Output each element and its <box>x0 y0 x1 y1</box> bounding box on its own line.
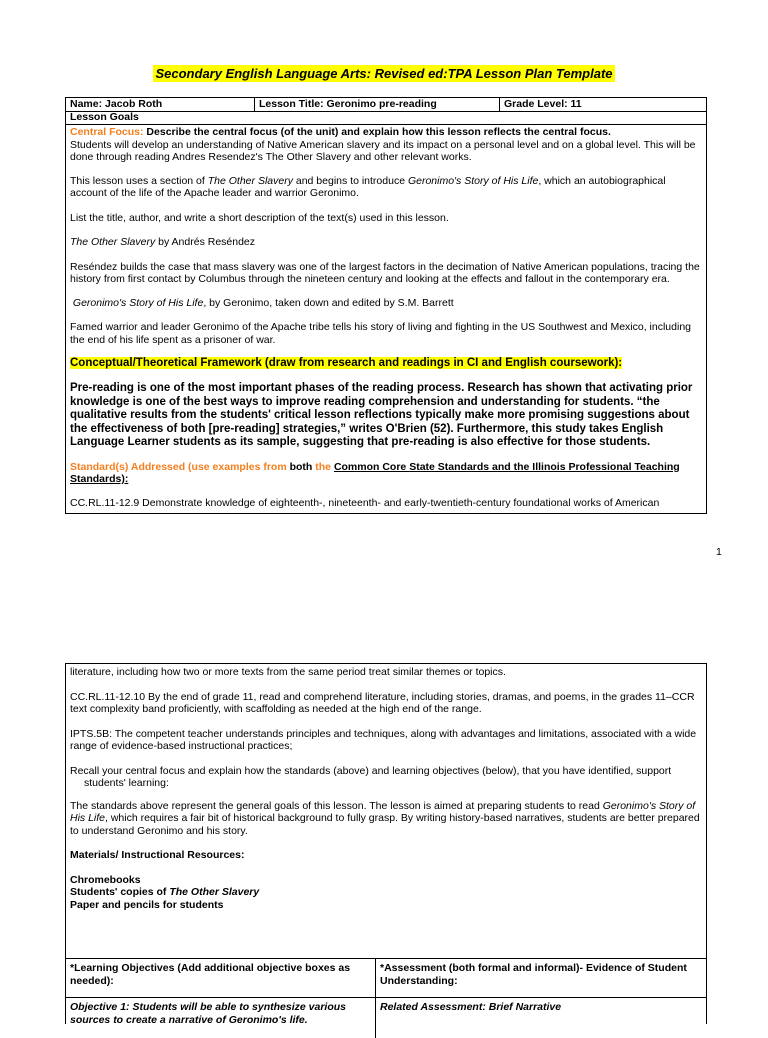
framework-heading: Conceptual/Theoretical Framework (draw from research and readings in CI and English coursework): <box>70 357 623 369</box>
text2-title: Geronimo's Story of His Life <box>72 296 204 309</box>
header-row <box>66 98 706 112</box>
materials-item-1: Chromebooks <box>70 873 141 886</box>
materials-item-2-prefix: Students' copies of <box>70 886 170 898</box>
text1-title: The Other Slavery <box>70 236 156 248</box>
recall-prompt-line1: Recall your central focus and explain how the standards (above) and learning objectives (below), that you have identified, support <box>70 764 672 777</box>
lesson-uses-paragraph <box>70 175 702 200</box>
standards-continued <box>66 664 706 958</box>
cc-standard-1-part2: literature, including how two or more texts from the same period treat similar themes or topics. <box>70 666 506 678</box>
objective-1: Objective 1: Students will be able to synthesize various sources to create a narrative of Geronimo's life. <box>66 998 376 1038</box>
standards-the: the <box>312 460 334 473</box>
summary-book-title: Geronimo's Story of His Life <box>70 799 696 824</box>
standards-summary <box>70 800 702 838</box>
list-instruction: List the title, author, and write a short description of the text(s) used in this lesson. <box>70 211 449 224</box>
central-focus-question: Describe the central focus (of the unit) and explain how this lesson reflects the central focus. <box>143 126 611 138</box>
summary-text-2: , which requires a fair bit of historical background to fully grasp. By writing history-based narratives, students are better prepared to understand Geronimo and his story. <box>70 812 700 837</box>
text2-citation <box>70 297 702 310</box>
ipts-standard: IPTS.5B: The competent teacher understands principles and techniques, along with advantages and limitations, associated with a wide range of evidence-based instructional practices; <box>70 727 697 752</box>
objective-1-row <box>66 997 706 1038</box>
framework-heading-wrap <box>70 356 702 370</box>
cc-standard-2: CC.RL.11-12.10 By the end of grade 11, read and comprehend literature, including stories, dramas, and poems, in the grades 11–CCR text complexity band proficiently, with scaffolding as needed at the high end of the range. <box>70 690 695 715</box>
name-cell: Name: Jacob Roth <box>66 98 255 111</box>
standards-both: both <box>289 460 313 473</box>
lesson-goals-label: Lesson Goals <box>66 112 706 125</box>
lesson-plan-box-page-2 <box>65 663 707 1024</box>
central-focus-label: Central Focus: <box>70 126 144 138</box>
central-focus-body: Students will develop an understanding of Native American slavery and its impact on a personal level and on a global level. This will be done through reading Andres Resendez's The Other Slavery and other relevant works. <box>70 138 696 163</box>
materials-heading: Materials/ Instructional Resources: <box>70 849 245 861</box>
lesson-uses-text-1: This lesson uses a section of <box>70 174 208 187</box>
central-focus-prompt <box>70 126 702 139</box>
book-title-other-slavery: The Other Slavery <box>207 174 293 187</box>
materials-item-2 <box>70 886 702 899</box>
lesson-title-cell: Lesson Title: Geronimo pre-reading <box>255 98 500 111</box>
text2-description: Famed warrior and leader Geronimo of the Apache tribe tells his story of living and fighting in the US Southwest and Mexico, including the end of his life spent as a prisoner of war. <box>70 321 691 346</box>
objectives-header-row <box>66 958 706 997</box>
recall-prompt-line2: students' learning: <box>84 777 169 789</box>
grade-level-cell: Grade Level: 11 <box>504 98 582 110</box>
text1-description: Reséndez builds the case that mass slavery was one of the largest factors in the decimation of Native American populations, tracing the history from first contact by Columbus through the nineteen century and looking at the effects and fallout in the contemporary era. <box>70 260 700 285</box>
lesson-goals-content <box>66 125 706 509</box>
materials-item-2-book: The Other Slavery <box>169 886 260 898</box>
text2-author: , by Geronimo, taken down and edited by S.M. Barrett <box>203 296 454 309</box>
text1-author: by Andrés Reséndez <box>155 236 256 248</box>
lesson-uses-text-2: and begins to introduce <box>292 174 408 187</box>
lesson-plan-box-page-1 <box>65 97 707 514</box>
learning-objectives-header: *Learning Objectives (Add additional objective boxes as needed): <box>66 959 376 997</box>
book-title-geronimo: Geronimo's Story of His Life <box>407 174 539 187</box>
document-title: Secondary English Language Arts: Revised ed:TPA Lesson Plan Template <box>155 66 613 81</box>
related-assessment: Related Assessment: Brief Narrative <box>380 1001 562 1013</box>
framework-body: Pre-reading is one of the most important phases of the reading process. Research has shown that activating prior knowledge is one of the best ways to improve reading comprehension and understanding for students. “the qualitative results from the students' critical lesson reflections typically make more promising suggestions about the effectiveness of both [pre-reading] strategies,” writes O'Brien (52). Furthermore, this study takes English Language Learner students as its sample, suggesting that pre-reading is also effective for those students. <box>70 382 693 448</box>
standards-label: Standard(s) Addressed (use examples from <box>70 460 290 473</box>
assessment-header: *Assessment (both formal and informal)- Evidence of Student Understanding: <box>380 962 687 987</box>
lesson-uses-text-3: , which an autobiographical account of the life of the Apache leader and warrior Geronimo. <box>70 174 666 199</box>
summary-text-1: The standards above represent the general goals of this lesson. The lesson is aimed at preparing students to read <box>70 799 603 812</box>
standards-heading <box>70 461 702 486</box>
document-title-wrap <box>0 68 768 82</box>
standards-underlined: Common Core State Standards and the Illinois Professional Teaching Standards): <box>70 460 680 485</box>
cc-standard-1-part1: CC.RL.11-12.9 Demonstrate knowledge of eighteenth-, nineteenth- and early-twentieth-century foundational works of American <box>70 496 660 509</box>
text1-citation <box>70 236 702 249</box>
page-number: 1 <box>716 546 722 558</box>
materials-item-3: Paper and pencils for students <box>70 898 224 911</box>
